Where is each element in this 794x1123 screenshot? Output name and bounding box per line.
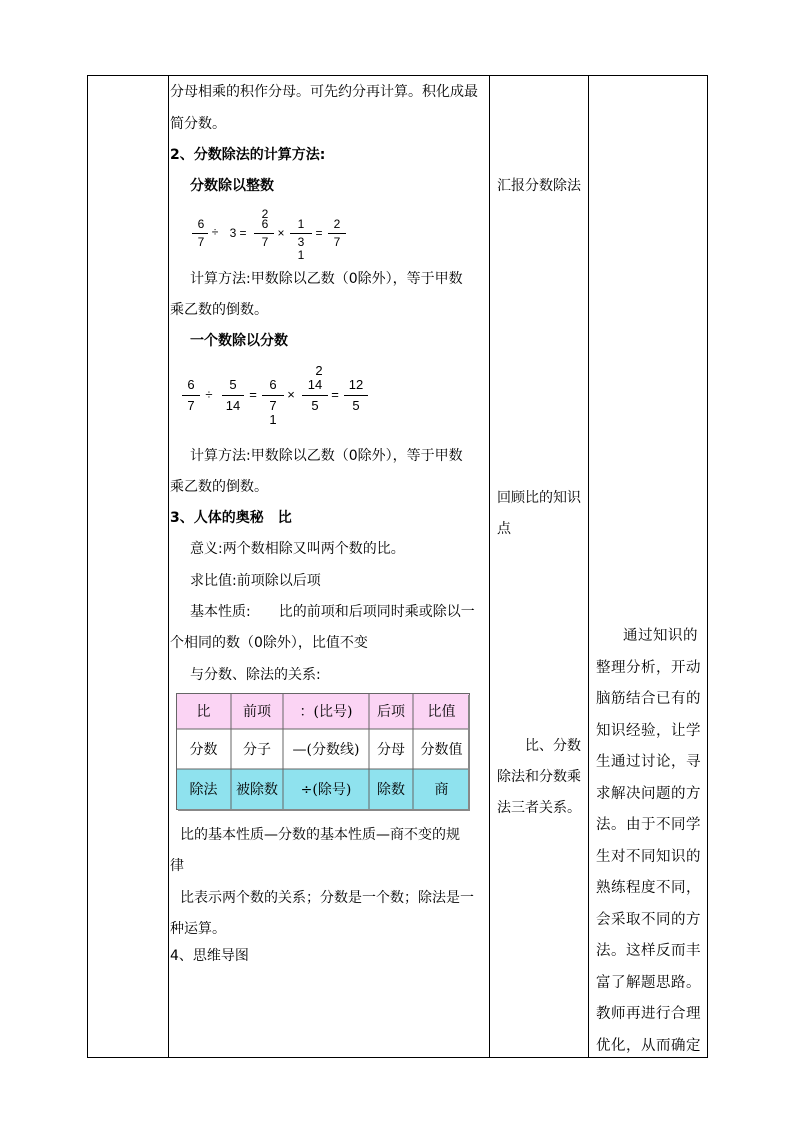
- column-divider: [588, 75, 589, 1058]
- text-line: 乘乙数的倒数。: [170, 479, 268, 495]
- denominator: 7: [197, 235, 205, 249]
- intent-line: 法。这样反而丰: [596, 943, 701, 959]
- text-line: 种运算。: [170, 921, 226, 937]
- equals-sign: =: [315, 226, 323, 240]
- denominator: 14: [225, 398, 241, 413]
- formula-divide-by-integer: [188, 207, 388, 262]
- numerator: 6: [197, 217, 205, 231]
- section-heading: 3、人体的奥秘 比: [170, 510, 292, 526]
- table-cell: ：(比号): [299, 704, 353, 720]
- section-heading: 4、思维导图: [170, 948, 249, 964]
- activity-text: 法三者关系。: [497, 800, 581, 816]
- multiply-sign: ×: [277, 226, 285, 240]
- relation-table: [176, 693, 470, 811]
- table-cell: 除数: [377, 782, 405, 798]
- text-line: 求比值:前项除以后项: [190, 573, 321, 589]
- intent-line: 熟练程度不同，: [596, 880, 701, 896]
- numerator: 2: [333, 217, 341, 231]
- multiply-sign: ×: [287, 387, 295, 402]
- numerator: 1: [297, 217, 305, 231]
- numerator: 6: [269, 377, 277, 392]
- text-line: 乘乙数的倒数。: [170, 302, 268, 318]
- table-cell: 被除数: [236, 782, 278, 798]
- intent-line: 脑筋结合已有的: [596, 691, 701, 707]
- activity-text: 点: [497, 521, 511, 537]
- text-line: 比表示两个数的关系；分数是一个数；除法是一: [180, 890, 474, 906]
- activity-text: 比、分数: [525, 738, 581, 754]
- text-line: 计算方法:甲数除以乙数（0除外），等于甲数: [190, 448, 463, 464]
- activity-text: 汇报分数除法: [497, 178, 581, 194]
- text-line: 比的基本性质—分数的基本性质—商不变的规: [180, 827, 460, 843]
- table-cell: 前项: [243, 704, 271, 720]
- table-cell: ÷(除号): [300, 782, 352, 798]
- text-line: 简分数。: [170, 116, 226, 132]
- intent-line: 生通过讨论，寻: [596, 754, 701, 770]
- table-cell: —(分数线): [292, 742, 360, 758]
- intent-line: 生对不同知识的: [596, 849, 701, 865]
- equals-sign: =: [239, 226, 247, 240]
- intent-line: 富了解题思路。: [596, 975, 701, 991]
- sub-heading: 一个数除以分数: [190, 333, 288, 349]
- divide-sign: ÷: [205, 387, 213, 402]
- intent-line: 通过知识的: [623, 628, 698, 644]
- numerator: 12: [348, 377, 364, 392]
- denominator: 7: [333, 235, 341, 249]
- intent-line: 教师再进行合理: [596, 1006, 701, 1022]
- integer: 3: [229, 226, 237, 240]
- intent-line: 法。由于不同学: [596, 817, 701, 833]
- text-line: 个相同的数（0除外），比值不变: [170, 635, 368, 651]
- formula-divide-by-fraction: [182, 363, 402, 427]
- table-cell: 分数: [189, 742, 218, 758]
- equals-sign: =: [331, 387, 339, 402]
- numerator: 5: [229, 377, 237, 392]
- activity-text: 除法和分数乘: [497, 769, 581, 785]
- intent-line: 会采取不同的方: [596, 912, 701, 928]
- text-line: 基本性质: 比的前项和后项同时乘或除以一: [190, 604, 475, 620]
- text-line: 与分数、除法的关系:: [190, 667, 321, 683]
- intent-line: 优化，从而确定: [596, 1038, 701, 1054]
- column-divider: [168, 75, 169, 1058]
- text-line: 分母相乘的积作分母。可先约分再计算。积化成最: [170, 84, 478, 100]
- reduced-value: 2: [315, 363, 323, 378]
- table-cell: 商: [434, 782, 449, 798]
- denominator: 7: [261, 235, 269, 249]
- text-line: 计算方法:甲数除以乙数（0除外），等于甲数: [190, 271, 463, 287]
- table-cell: 比值: [427, 704, 456, 720]
- section-heading: 2、分数除法的计算方法:: [170, 147, 326, 163]
- table-cell: 分母: [377, 742, 405, 758]
- denominator: 3: [297, 235, 305, 249]
- text-line: 意义:两个数相除又叫两个数的比。: [190, 541, 405, 557]
- table-cell: 比: [196, 704, 211, 720]
- intent-line: 知识经验，让学: [596, 723, 701, 739]
- table-cell: 分子: [243, 742, 271, 758]
- activity-text: 回顾比的知识: [497, 490, 581, 506]
- text-line: 律: [170, 858, 184, 874]
- numerator: 6: [187, 377, 195, 392]
- sub-heading: 分数除以整数: [190, 178, 274, 194]
- reduced-value: 2: [261, 207, 269, 221]
- table-cell: 后项: [377, 704, 405, 720]
- divide-sign: ÷: [211, 225, 219, 239]
- intent-line: 求解决问题的方: [596, 786, 701, 802]
- intent-line: 整理分析，开动: [596, 660, 701, 676]
- table-cell: 分数值: [420, 742, 463, 758]
- reduced-value: 1: [297, 248, 305, 262]
- numerator: 14: [307, 377, 323, 392]
- denominator: 5: [311, 398, 319, 413]
- denominator: 7: [187, 398, 195, 413]
- denominator: 5: [352, 398, 360, 413]
- table-cell: 除法: [189, 782, 218, 798]
- equals-sign: =: [249, 387, 257, 402]
- reduced-value: 1: [269, 412, 277, 427]
- denominator: 7: [269, 398, 277, 413]
- numerator: 6: [261, 217, 269, 231]
